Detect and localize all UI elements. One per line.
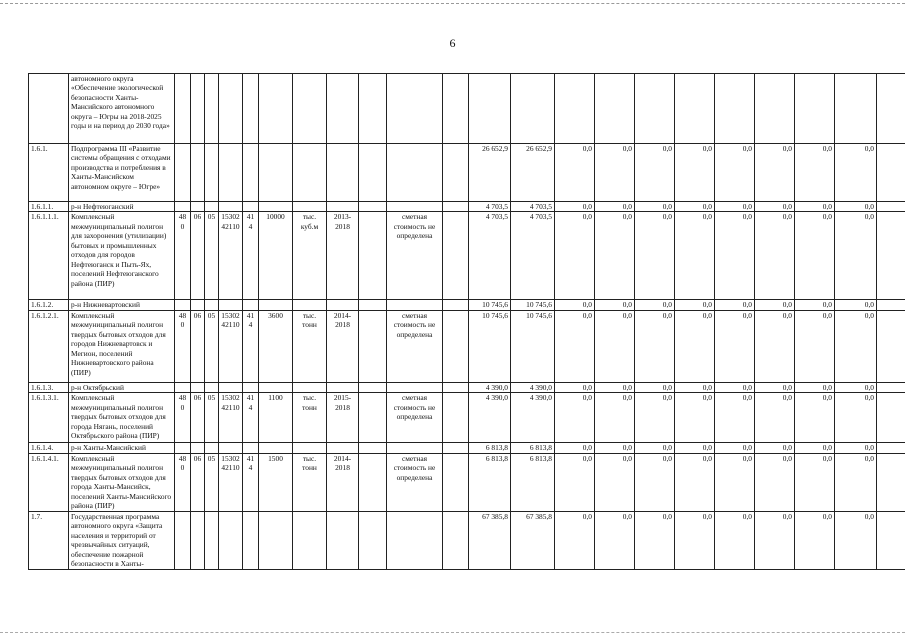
amount-cell: 0,0	[555, 393, 595, 443]
row-name: Комплексный межмуниципальный полигон для захоронения (утилизации) бытовых и промышленных отходов для городов Нефтеюганск и Пыть-Ях, поселений Нефтеюганского района (ПИР)	[69, 212, 175, 300]
amount-cell	[877, 382, 905, 392]
blank-col	[359, 202, 387, 212]
capacity-unit	[293, 382, 327, 392]
table-row	[29, 511, 905, 569]
row-number: 1.6.1.4.	[29, 443, 69, 453]
code-pr	[205, 300, 219, 310]
period	[327, 443, 359, 453]
amount-cell: 0,0	[555, 443, 595, 453]
code-vr: 414	[243, 453, 259, 511]
capacity	[259, 511, 293, 569]
amount-cell: 0,0	[795, 310, 835, 382]
code-rz	[191, 511, 205, 569]
row-name: Подпрограмма III «Развитие системы обращения с отходами производства и потребления в Ханты-Мансийском автономном округе – Югре»	[69, 144, 175, 202]
amount-cell: 0,0	[795, 511, 835, 569]
row-number	[29, 74, 69, 144]
table-row	[29, 202, 905, 212]
amount-cell	[877, 300, 905, 310]
capacity-unit	[293, 144, 327, 202]
amount-cell: 6 813,8	[469, 453, 511, 511]
code-pr	[205, 443, 219, 453]
amount-cell: 0,0	[755, 393, 795, 443]
row-number: 1.6.1.3.1.	[29, 393, 69, 443]
amount-cell: 0,0	[635, 212, 675, 300]
amount-cell	[877, 310, 905, 382]
amount-cell: 0,0	[635, 300, 675, 310]
code-gr: 480	[175, 453, 191, 511]
amount-cell: 0,0	[715, 144, 755, 202]
estimated-cost	[387, 144, 443, 202]
row-number: 1.6.1.	[29, 144, 69, 202]
code-gr	[175, 443, 191, 453]
table-row	[29, 453, 905, 511]
amount-cell: 0,0	[715, 212, 755, 300]
amount-cell: 0,0	[635, 453, 675, 511]
period	[327, 144, 359, 202]
row-number: 1.6.1.1.	[29, 202, 69, 212]
code-rz: 06	[191, 310, 205, 382]
amount-cell: 0,0	[635, 511, 675, 569]
amount-cell: 0,0	[555, 202, 595, 212]
estimated-cost	[387, 74, 443, 144]
amount-cell: 0,0	[595, 212, 635, 300]
code-csr	[219, 443, 243, 453]
code-pr: 05	[205, 212, 219, 300]
blank-col	[359, 212, 387, 300]
amount-cell: 0,0	[835, 382, 877, 392]
amount-cell: 0,0	[835, 310, 877, 382]
amount-cell: 0,0	[755, 300, 795, 310]
amount-cell: 0,0	[795, 453, 835, 511]
amount-cell: 6 813,8	[511, 443, 555, 453]
amount-cell: 0,0	[835, 212, 877, 300]
amount-cell: 6 813,8	[511, 453, 555, 511]
code-csr: 15302 42110	[219, 310, 243, 382]
code-rz	[191, 382, 205, 392]
code-csr	[219, 300, 243, 310]
amount-cell	[877, 453, 905, 511]
amount-cell	[877, 212, 905, 300]
row-name: р-н Нижневартовский	[69, 300, 175, 310]
table-row	[29, 310, 905, 382]
row-number: 1.6.1.2.1.	[29, 310, 69, 382]
row-number: 1.7.	[29, 511, 69, 569]
capacity: 3600	[259, 310, 293, 382]
amount-cell: 0,0	[675, 511, 715, 569]
amount-cell: 0,0	[795, 212, 835, 300]
amount-cell: 0,0	[755, 443, 795, 453]
amount-cell	[877, 74, 905, 144]
amount-cell: 0,0	[635, 443, 675, 453]
table-row	[29, 212, 905, 300]
amount-cell: 0,0	[555, 453, 595, 511]
estimated-cost	[387, 202, 443, 212]
amount-cell: 0,0	[595, 511, 635, 569]
table-row	[29, 382, 905, 392]
amount-cell: 10 745,6	[511, 310, 555, 382]
code-vr	[243, 382, 259, 392]
amount-cell: 0,0	[755, 453, 795, 511]
code-rz	[191, 443, 205, 453]
estimated-cost: сметная стоимость не определена	[387, 212, 443, 300]
estimated-cost	[387, 443, 443, 453]
row-name: автономного округа «Обеспечение экологической безопасности Ханты-Мансийского автономного округа – Югры на 2018-2025 годы и на период до 2030 года»	[69, 74, 175, 144]
code-rz: 06	[191, 453, 205, 511]
amount-cell	[877, 443, 905, 453]
code-vr	[243, 74, 259, 144]
period	[327, 511, 359, 569]
estimated-cost	[387, 300, 443, 310]
blank-col	[359, 74, 387, 144]
amount-cell: 0,0	[795, 300, 835, 310]
table-row	[29, 393, 905, 443]
code-vr	[243, 144, 259, 202]
amount-cell	[877, 511, 905, 569]
amount-cell: 0,0	[675, 382, 715, 392]
code-pr	[205, 144, 219, 202]
code-rz	[191, 74, 205, 144]
code-pr	[205, 382, 219, 392]
amount-cell: 67 385,8	[511, 511, 555, 569]
amount-cell: 0,0	[635, 393, 675, 443]
code-csr	[219, 74, 243, 144]
bottom-scan-edge	[0, 632, 905, 633]
code-rz: 06	[191, 212, 205, 300]
blank-col	[443, 382, 469, 392]
amount-cell: 0,0	[675, 393, 715, 443]
amount-cell: 26 652,9	[469, 144, 511, 202]
row-name: р-н Нефтеюганский	[69, 202, 175, 212]
row-name: р-н Октябрьский	[69, 382, 175, 392]
amount-cell	[469, 74, 511, 144]
capacity-unit	[293, 74, 327, 144]
amount-cell	[595, 74, 635, 144]
amount-cell: 0,0	[595, 453, 635, 511]
code-gr: 480	[175, 393, 191, 443]
amount-cell: 4 703,5	[469, 212, 511, 300]
period	[327, 382, 359, 392]
amount-cell: 0,0	[835, 511, 877, 569]
row-name: Государственная программа автономного округа «Защита населения и территорий от чрезвычайных ситуаций, обеспечение пожарной безопасности в Ханты-	[69, 511, 175, 569]
amount-cell: 0,0	[675, 202, 715, 212]
amount-cell: 0,0	[835, 393, 877, 443]
code-vr	[243, 511, 259, 569]
code-gr	[175, 300, 191, 310]
row-number: 1.6.1.4.1.	[29, 453, 69, 511]
period: 2014-2018	[327, 310, 359, 382]
blank-col	[359, 310, 387, 382]
blank-col	[443, 310, 469, 382]
amount-cell: 0,0	[835, 300, 877, 310]
capacity-unit: тыс. тонн	[293, 393, 327, 443]
blank-col	[443, 144, 469, 202]
estimated-cost: сметная стоимость не определена	[387, 310, 443, 382]
amount-cell: 0,0	[755, 382, 795, 392]
period	[327, 202, 359, 212]
code-gr: 480	[175, 212, 191, 300]
amount-cell: 0,0	[795, 382, 835, 392]
amount-cell	[755, 74, 795, 144]
amount-cell: 0,0	[675, 453, 715, 511]
table-row	[29, 144, 905, 202]
amount-cell: 0,0	[835, 144, 877, 202]
capacity-unit: тыс. тонн	[293, 453, 327, 511]
budget-table	[28, 73, 905, 570]
estimated-cost	[387, 511, 443, 569]
capacity-unit	[293, 511, 327, 569]
code-pr: 05	[205, 310, 219, 382]
amount-cell	[635, 74, 675, 144]
code-vr: 414	[243, 212, 259, 300]
amount-cell: 0,0	[715, 202, 755, 212]
amount-cell: 0,0	[715, 382, 755, 392]
code-csr: 15302 42110	[219, 393, 243, 443]
amount-cell: 0,0	[715, 393, 755, 443]
page-number: 6	[449, 36, 456, 50]
amount-cell: 0,0	[555, 310, 595, 382]
row-number: 1.6.1.1.1.	[29, 212, 69, 300]
amount-cell: 0,0	[795, 443, 835, 453]
amount-cell: 0,0	[795, 393, 835, 443]
capacity	[259, 443, 293, 453]
amount-cell: 0,0	[835, 453, 877, 511]
amount-cell: 6 813,8	[469, 443, 511, 453]
amount-cell: 4 390,0	[511, 393, 555, 443]
amount-cell: 0,0	[755, 144, 795, 202]
blank-col	[443, 212, 469, 300]
amount-cell	[555, 74, 595, 144]
amount-cell: 0,0	[715, 300, 755, 310]
amount-cell	[877, 393, 905, 443]
estimated-cost: сметная стоимость не определена	[387, 453, 443, 511]
top-scan-edge	[0, 3, 905, 4]
capacity	[259, 74, 293, 144]
amount-cell: 0,0	[675, 144, 715, 202]
capacity	[259, 202, 293, 212]
code-csr: 15302 42110	[219, 212, 243, 300]
code-pr	[205, 202, 219, 212]
blank-col	[443, 443, 469, 453]
amount-cell: 0,0	[595, 202, 635, 212]
capacity	[259, 300, 293, 310]
amount-cell: 0,0	[595, 393, 635, 443]
amount-cell: 0,0	[595, 310, 635, 382]
amount-cell: 0,0	[755, 310, 795, 382]
code-vr: 414	[243, 310, 259, 382]
blank-col	[443, 393, 469, 443]
amount-cell: 4 703,5	[511, 202, 555, 212]
blank-col	[359, 453, 387, 511]
row-name: Комплексный межмуниципальный полигон твердых бытовых отходов для городов Нижневартовск и Мегион, поселений Нижневартовского района (ПИР)	[69, 310, 175, 382]
blank-col	[359, 393, 387, 443]
amount-cell: 0,0	[635, 144, 675, 202]
amount-cell	[715, 74, 755, 144]
code-csr	[219, 144, 243, 202]
estimated-cost	[387, 382, 443, 392]
capacity-unit	[293, 443, 327, 453]
amount-cell: 4 703,5	[469, 202, 511, 212]
amount-cell	[675, 74, 715, 144]
amount-cell: 26 652,9	[511, 144, 555, 202]
amount-cell: 0,0	[635, 382, 675, 392]
amount-cell: 0,0	[835, 202, 877, 212]
code-csr	[219, 202, 243, 212]
capacity-unit	[293, 202, 327, 212]
blank-col	[443, 511, 469, 569]
period: 2015-2018	[327, 393, 359, 443]
period: 2014-2018	[327, 453, 359, 511]
blank-col	[443, 453, 469, 511]
code-pr: 05	[205, 393, 219, 443]
row-number: 1.6.1.3.	[29, 382, 69, 392]
blank-col	[443, 300, 469, 310]
blank-col	[443, 74, 469, 144]
amount-cell: 0,0	[755, 212, 795, 300]
amount-cell: 0,0	[715, 310, 755, 382]
amount-cell: 0,0	[635, 202, 675, 212]
amount-cell: 0,0	[635, 310, 675, 382]
code-gr	[175, 74, 191, 144]
amount-cell: 0,0	[675, 212, 715, 300]
amount-cell: 0,0	[715, 453, 755, 511]
capacity	[259, 382, 293, 392]
amount-cell: 0,0	[715, 511, 755, 569]
code-vr	[243, 300, 259, 310]
amount-cell: 0,0	[555, 144, 595, 202]
amount-cell	[795, 74, 835, 144]
amount-cell: 0,0	[755, 202, 795, 212]
period	[327, 300, 359, 310]
table-row	[29, 300, 905, 310]
table-row	[29, 74, 905, 144]
amount-cell	[835, 74, 877, 144]
blank-col	[359, 300, 387, 310]
code-gr	[175, 511, 191, 569]
row-number: 1.6.1.2.	[29, 300, 69, 310]
amount-cell: 0,0	[595, 443, 635, 453]
code-vr	[243, 443, 259, 453]
code-vr: 414	[243, 393, 259, 443]
amount-cell: 4 390,0	[469, 393, 511, 443]
blank-col	[359, 443, 387, 453]
table-row	[29, 443, 905, 453]
blank-col	[359, 144, 387, 202]
capacity: 10000	[259, 212, 293, 300]
code-gr: 480	[175, 310, 191, 382]
amount-cell: 10 745,6	[511, 300, 555, 310]
capacity-unit	[293, 300, 327, 310]
capacity	[259, 144, 293, 202]
capacity-unit: тыс. куб.м	[293, 212, 327, 300]
code-rz	[191, 202, 205, 212]
code-csr	[219, 511, 243, 569]
period	[327, 74, 359, 144]
amount-cell: 0,0	[675, 300, 715, 310]
amount-cell: 0,0	[555, 511, 595, 569]
period: 2013-2018	[327, 212, 359, 300]
capacity: 1500	[259, 453, 293, 511]
blank-col	[359, 511, 387, 569]
code-pr	[205, 511, 219, 569]
amount-cell: 10 745,6	[469, 300, 511, 310]
amount-cell: 0,0	[795, 144, 835, 202]
amount-cell: 4 703,5	[511, 212, 555, 300]
capacity-unit: тыс. тонн	[293, 310, 327, 382]
amount-cell: 0,0	[675, 443, 715, 453]
amount-cell: 0,0	[555, 300, 595, 310]
code-gr	[175, 202, 191, 212]
amount-cell: 0,0	[795, 202, 835, 212]
amount-cell: 0,0	[715, 443, 755, 453]
code-rz	[191, 300, 205, 310]
code-pr: 05	[205, 453, 219, 511]
amount-cell: 67 385,8	[469, 511, 511, 569]
amount-cell: 4 390,0	[469, 382, 511, 392]
code-gr	[175, 144, 191, 202]
amount-cell: 0,0	[755, 511, 795, 569]
code-rz: 06	[191, 393, 205, 443]
amount-cell: 0,0	[835, 443, 877, 453]
blank-col	[359, 382, 387, 392]
amount-cell: 0,0	[675, 310, 715, 382]
amount-cell	[877, 144, 905, 202]
code-pr	[205, 74, 219, 144]
row-name: Комплексный межмуниципальный полигон твердых бытовых отходов для города Ханты-Мансийск, поселений Ханты-Мансийского района (ПИР)	[69, 453, 175, 511]
amount-cell	[877, 202, 905, 212]
amount-cell: 0,0	[555, 382, 595, 392]
code-rz	[191, 144, 205, 202]
amount-cell	[511, 74, 555, 144]
amount-cell: 0,0	[595, 300, 635, 310]
amount-cell: 0,0	[555, 212, 595, 300]
row-name: Комплексный межмуниципальный полигон твердых бытовых отходов для города Нягань, поселений Октябрьского района (ПИР)	[69, 393, 175, 443]
code-vr	[243, 202, 259, 212]
capacity: 1100	[259, 393, 293, 443]
code-csr: 15302 42110	[219, 453, 243, 511]
amount-cell: 4 390,0	[511, 382, 555, 392]
amount-cell: 0,0	[595, 382, 635, 392]
code-gr	[175, 382, 191, 392]
amount-cell: 0,0	[595, 144, 635, 202]
estimated-cost: сметная стоимость не определена	[387, 393, 443, 443]
code-csr	[219, 382, 243, 392]
row-name: р-н Ханты-Мансийский	[69, 443, 175, 453]
blank-col	[443, 202, 469, 212]
amount-cell: 10 745,6	[469, 310, 511, 382]
